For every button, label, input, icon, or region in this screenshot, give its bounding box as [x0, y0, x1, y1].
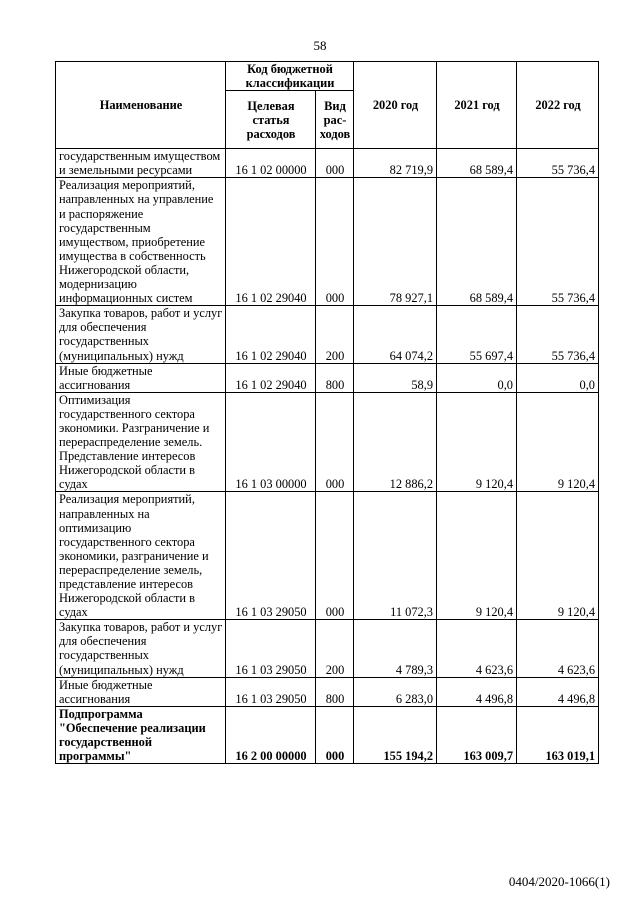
table-row — [56, 363, 599, 392]
row-vid: 000 — [316, 492, 354, 620]
table-row — [56, 306, 599, 363]
row-target-code: 16 1 03 00000 — [226, 392, 316, 492]
row-2022: 4 623,6 — [517, 620, 599, 677]
header-2020: 2020 год — [354, 62, 437, 149]
row-2022: 55 736,4 — [517, 306, 599, 363]
header-2022: 2022 год — [517, 62, 599, 149]
row-2020: 6 283,0 — [354, 677, 437, 706]
row-name: Иные бюджетные ассигнования — [56, 677, 226, 706]
row-2020: 58,9 — [354, 363, 437, 392]
row-2020: 11 072,3 — [354, 492, 437, 620]
row-vid: 800 — [316, 363, 354, 392]
row-2021: 9 120,4 — [437, 492, 517, 620]
row-2022: 163 019,1 — [517, 706, 599, 763]
row-vid: 000 — [316, 149, 354, 178]
row-name: Оптимизация государственного сектора экономики. Разграничение и перераспределение земель. Представление интересов Нижегородской области в судах — [56, 392, 226, 492]
row-2022: 9 120,4 — [517, 492, 599, 620]
row-name: Подпрограмма "Обеспечение реализации государственной программы" — [56, 706, 226, 763]
row-2022: 55 736,4 — [517, 149, 599, 178]
row-2020: 78 927,1 — [354, 178, 437, 306]
document-code: 0404/2020-1066(1) — [508, 874, 610, 889]
row-2022: 55 736,4 — [517, 178, 599, 306]
row-2021: 4 496,8 — [437, 677, 517, 706]
row-name: Иные бюджетные ассигнования — [56, 363, 226, 392]
row-2020: 82 719,9 — [354, 149, 437, 178]
row-2020: 4 789,3 — [354, 620, 437, 677]
row-target-code: 16 2 00 00000 — [226, 706, 316, 763]
row-2021: 163 009,7 — [437, 706, 517, 763]
row-target-code: 16 1 02 29040 — [226, 306, 316, 363]
row-target-code: 16 1 02 00000 — [226, 149, 316, 178]
row-2021: 68 589,4 — [437, 149, 517, 178]
row-name: Реализация мероприятий, направленных на управление и распоряжение государственным имуществом, приобретение имущества в собственность Нижегородской области, модернизацию информационных систем — [56, 178, 226, 306]
row-target-code: 16 1 03 29050 — [226, 677, 316, 706]
table-row — [56, 492, 599, 620]
table-row — [56, 392, 599, 492]
row-name: Реализация мероприятий, направленных на оптимизацию государственного сектора экономики, разграничение и перераспределение земель, представление интересов Нижегородской области в судах — [56, 492, 226, 620]
header-vid: Вид рас-ходов — [316, 91, 354, 149]
row-target-code: 16 1 02 29040 — [226, 363, 316, 392]
page-number: 58 — [313, 38, 327, 53]
table-row — [56, 620, 599, 677]
row-2020: 155 194,2 — [354, 706, 437, 763]
header-code-group: Код бюджетной классификации — [226, 62, 354, 91]
row-vid: 000 — [316, 392, 354, 492]
row-2022: 9 120,4 — [517, 392, 599, 492]
row-2021: 9 120,4 — [437, 392, 517, 492]
header-2021: 2021 год — [437, 62, 517, 149]
table-row — [56, 706, 599, 763]
budget-table — [55, 61, 599, 764]
header-target: Целевая статья расходов — [226, 91, 316, 149]
row-2021: 0,0 — [437, 363, 517, 392]
row-vid: 000 — [316, 706, 354, 763]
row-vid: 000 — [316, 178, 354, 306]
row-target-code: 16 1 02 29040 — [226, 178, 316, 306]
header-name: Наименование — [56, 62, 226, 149]
row-vid: 800 — [316, 677, 354, 706]
row-name: Закупка товаров, работ и услуг для обеспечения государственных (муниципальных) нужд — [56, 620, 226, 677]
row-name: государственным имуществом и земельными ресурсами — [56, 149, 226, 178]
row-2021: 4 623,6 — [437, 620, 517, 677]
row-vid: 200 — [316, 620, 354, 677]
row-vid: 200 — [316, 306, 354, 363]
table-row — [56, 178, 599, 306]
row-2022: 4 496,8 — [517, 677, 599, 706]
row-name: Закупка товаров, работ и услуг для обеспечения государственных (муниципальных) нужд — [56, 306, 226, 363]
row-target-code: 16 1 03 29050 — [226, 620, 316, 677]
table-row — [56, 149, 599, 178]
row-2021: 68 589,4 — [437, 178, 517, 306]
table-row — [56, 677, 599, 706]
row-2020: 64 074,2 — [354, 306, 437, 363]
row-2022: 0,0 — [517, 363, 599, 392]
row-target-code: 16 1 03 29050 — [226, 492, 316, 620]
row-2021: 55 697,4 — [437, 306, 517, 363]
row-2020: 12 886,2 — [354, 392, 437, 492]
